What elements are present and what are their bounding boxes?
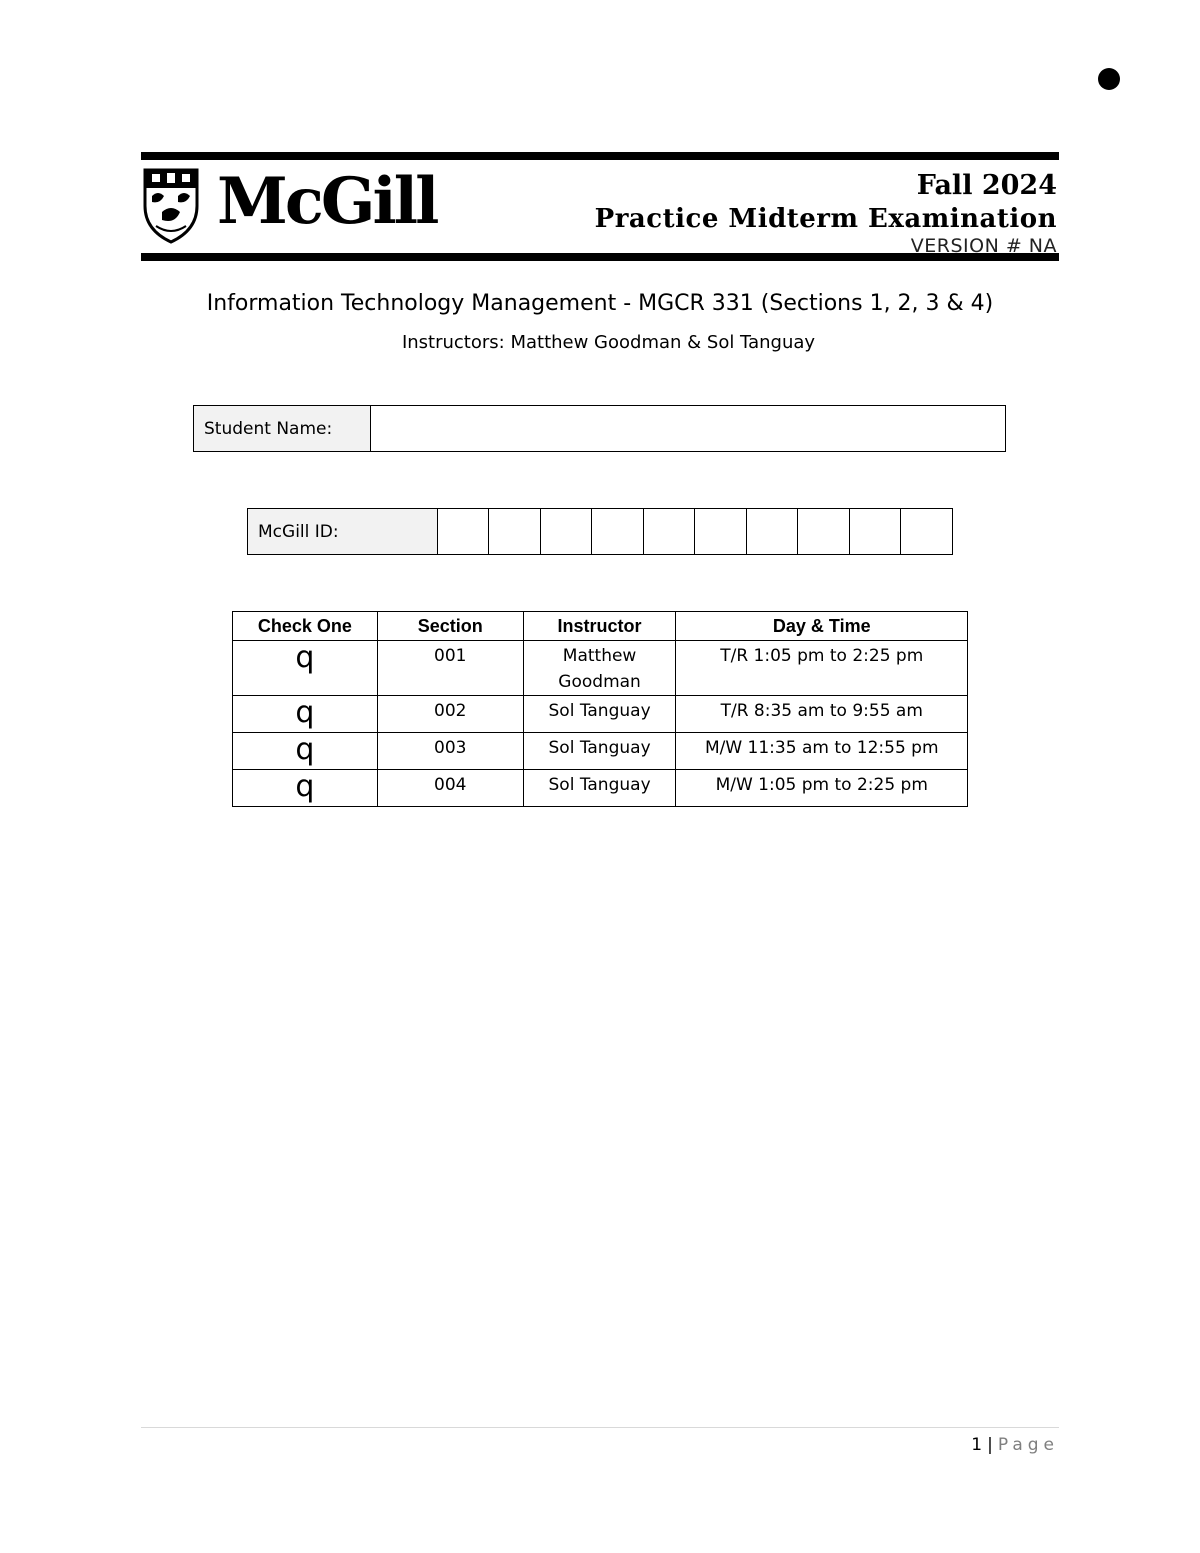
mcgill-id-digit-box[interactable] (592, 509, 644, 555)
page-word: Page (997, 1435, 1059, 1455)
table-row (233, 696, 968, 733)
page-footer (971, 1434, 1059, 1456)
mcgill-id-label: McGill ID: (248, 509, 438, 555)
check-box[interactable]: q (233, 641, 378, 696)
mcgill-id-digit-box[interactable] (540, 509, 592, 555)
mcgill-id-digit-box[interactable] (489, 509, 541, 555)
exam-term: Fall 2024 (916, 170, 1057, 201)
time-cell: T/R 1:05 pm to 2:25 pm (676, 641, 968, 696)
section-cell: 002 (377, 696, 523, 733)
exam-header (141, 152, 1059, 261)
mcgill-id-digit-box[interactable] (437, 509, 489, 555)
mcgill-id-digit-box[interactable] (643, 509, 695, 555)
mcgill-id-digit-box[interactable] (695, 509, 747, 555)
column-header-day-time: Day & Time (676, 612, 968, 641)
course-instructors: Instructors: Matthew Goodman & Sol Tanguay (401, 332, 816, 353)
student-name-label: Student Name: (194, 406, 371, 452)
course-title: Information Technology Management - MGCR 331 (Sections 1, 2, 3 & 4) (206, 291, 994, 316)
student-name-field[interactable] (371, 406, 1006, 452)
footer-separator: | (987, 1435, 993, 1455)
mcgill-id-table (247, 508, 953, 555)
column-header-instructor: Instructor (523, 612, 676, 641)
table-row (233, 733, 968, 770)
instructor-cell: Matthew Goodman (523, 641, 676, 696)
bullet-dot-icon (1098, 68, 1120, 90)
column-header-section: Section (377, 612, 523, 641)
column-header-check-one: Check One (233, 612, 378, 641)
mcgill-crest-icon (142, 166, 200, 244)
section-cell: 003 (377, 733, 523, 770)
mcgill-id-digit-box[interactable] (798, 509, 850, 555)
mcgill-id-digit-box[interactable] (746, 509, 798, 555)
section-cell: 004 (377, 770, 523, 807)
page-number: 1 (971, 1435, 983, 1455)
table-row (233, 641, 968, 696)
exam-title: Practice Midterm Examination (594, 204, 1057, 234)
section-selection-table (232, 611, 968, 807)
check-box[interactable]: q (233, 733, 378, 770)
mcgill-wordmark: McGill (217, 164, 437, 239)
exam-version: VERSION # NA (910, 235, 1057, 257)
check-box[interactable]: q (233, 770, 378, 807)
time-cell: M/W 11:35 am to 12:55 pm (676, 733, 968, 770)
mcgill-id-digit-box[interactable] (849, 509, 901, 555)
check-box[interactable]: q (233, 696, 378, 733)
time-cell: M/W 1:05 pm to 2:25 pm (676, 770, 968, 807)
footer-divider (141, 1427, 1059, 1428)
mcgill-id-digit-box[interactable] (901, 509, 953, 555)
student-name-table (193, 405, 1006, 452)
time-cell: T/R 8:35 am to 9:55 am (676, 696, 968, 733)
table-row (233, 770, 968, 807)
section-cell: 001 (377, 641, 523, 696)
instructor-cell: Sol Tanguay (523, 770, 676, 807)
instructor-cell: Sol Tanguay (523, 733, 676, 770)
instructor-cell: Sol Tanguay (523, 696, 676, 733)
